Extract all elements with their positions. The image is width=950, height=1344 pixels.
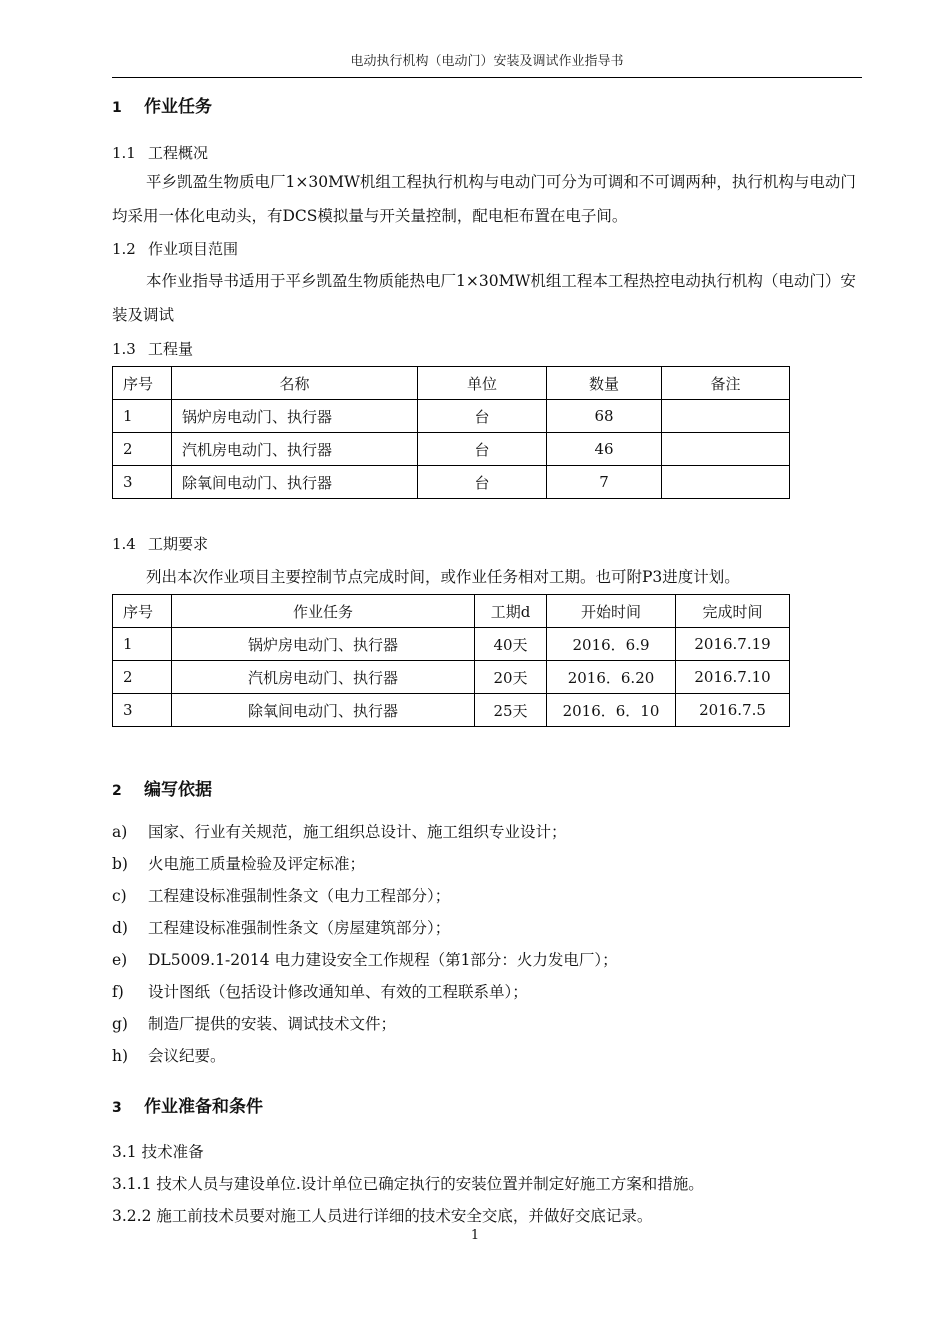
table-cell: 3 (113, 466, 172, 499)
table-cell: 40天 (475, 628, 547, 661)
page-header: 电动执行机构（电动门）安装及调试作业指导书 (350, 54, 624, 69)
subsection-number: 1.4 (112, 535, 136, 553)
table-cell: 汽机房电动门、执行器 (172, 433, 418, 466)
table-row (113, 466, 790, 499)
section-3-heading (112, 1092, 263, 1117)
list-item (112, 976, 618, 1008)
table-cell: 除氧间电动门、执行器 (172, 694, 475, 727)
table-header-row (113, 367, 790, 400)
list-item (112, 944, 618, 976)
list-text: 工程建设标准强制性条文（房屋建筑部分）； (148, 919, 451, 937)
subsection-title: 工期要求 (148, 535, 209, 553)
table-cell: 除氧间电动门、执行器 (172, 466, 418, 499)
paragraph-1-4 (112, 565, 740, 587)
paragraph-text: 列出本次作业项目主要控制节点完成时间，或作业任务相对工期。也可附P3进度计划。 (146, 568, 740, 586)
table-cell: 2016．6.20 (547, 661, 676, 694)
table-cell: 46 (547, 433, 662, 466)
section-title: 作业任务 (144, 97, 212, 117)
list-label: g) (112, 1015, 128, 1033)
subsection-title: 工程量 (148, 340, 194, 358)
subsection-1-3-heading (112, 338, 193, 359)
header-rule (112, 77, 862, 78)
section-number: 3 (112, 1100, 122, 1116)
paragraph-text: 本作业指导书适用于平乡凯盈生物质能热电厂1×30MW机组工程本工程热控电动执行机构（电动门）安装及调试 (112, 272, 856, 324)
table-cell: 2016．6.9 (547, 628, 676, 661)
table-row (113, 433, 790, 466)
subsection-number: 1.2 (112, 240, 136, 258)
paragraph-1-1 (112, 165, 862, 233)
header-cell: 开始时间 (547, 595, 676, 628)
list-text: DL5009.1-2014 电力建设安全工作规程（第1部分：火力发电厂）； (148, 951, 618, 969)
page-number: 1 (470, 1228, 480, 1243)
table-cell: 锅炉房电动门、执行器 (172, 400, 418, 433)
list-label: h) (112, 1047, 129, 1065)
list-item (112, 880, 618, 912)
list-text: 设计图纸（包括设计修改通知单、有效的工程联系单）； (148, 983, 528, 1001)
section-number: 2 (112, 783, 122, 799)
list-item (112, 816, 618, 848)
table-cell: 1 (113, 400, 172, 433)
section-1-heading (112, 92, 212, 117)
schedule-table (112, 594, 790, 727)
table-row (113, 400, 790, 433)
list-item (112, 912, 618, 944)
section-title: 编写依据 (144, 780, 212, 800)
section-number: 1 (112, 100, 122, 116)
header-cell: 单位 (418, 367, 547, 400)
table-cell: 台 (418, 400, 547, 433)
subsection-title: 作业项目范围 (148, 240, 239, 258)
subsection-1-4-heading (112, 533, 208, 554)
table-cell (662, 433, 790, 466)
table-cell: 25天 (475, 694, 547, 727)
reference-list (112, 816, 618, 1072)
list-text: 火电施工质量检验及评定标准； (148, 855, 366, 873)
subsection-number: 1.3 (112, 340, 136, 358)
header-cell: 完成时间 (676, 595, 790, 628)
table-cell (662, 400, 790, 433)
subsection-3-1-heading: 3.1 技术准备 (112, 1143, 204, 1161)
table-cell: 2016.7.10 (676, 661, 790, 694)
table-cell: 2 (113, 433, 172, 466)
table-cell: 68 (547, 400, 662, 433)
header-cell: 备注 (662, 367, 790, 400)
table-cell: 20天 (475, 661, 547, 694)
paragraph-3-2-2: 3.2.2 施工前技术员要对施工人员进行详细的技术安全交底，并做好交底记录。 (112, 1207, 653, 1225)
list-label: b) (112, 855, 128, 873)
table-cell: 2 (113, 661, 172, 694)
table-cell: 台 (418, 466, 547, 499)
header-cell: 序号 (113, 595, 172, 628)
table-cell (662, 466, 790, 499)
table-row (113, 628, 790, 661)
subsection-1-1-heading (112, 142, 208, 163)
table-row (113, 694, 790, 727)
list-label: c) (112, 887, 127, 905)
table-cell: 台 (418, 433, 547, 466)
list-item (112, 848, 618, 880)
list-text: 国家、行业有关规范，施工组织总设计、施工组织专业设计； (148, 823, 567, 841)
list-label: d) (112, 919, 128, 937)
paragraph-3-1-1: 3.1.1 技术人员与建设单位.设计单位已确定执行的安装位置并制定好施工方案和措施。 (112, 1175, 704, 1193)
list-item (112, 1040, 618, 1072)
table-cell: 2016.7.5 (676, 694, 790, 727)
list-text: 会议纪要。 (148, 1047, 226, 1065)
table-row (113, 661, 790, 694)
table-cell: 锅炉房电动门、执行器 (172, 628, 475, 661)
list-label: f) (112, 983, 124, 1001)
list-label: e) (112, 951, 128, 969)
table-cell: 1 (113, 628, 172, 661)
header-cell: 作业任务 (172, 595, 475, 628)
subsection-title: 工程概况 (148, 144, 209, 162)
paragraph-1-2 (112, 264, 862, 332)
subsection-number: 1.1 (112, 144, 136, 162)
section-2-heading (112, 775, 212, 800)
list-text: 制造厂提供的安装、调试技术文件； (148, 1015, 397, 1033)
list-item (112, 1008, 618, 1040)
header-cell: 数量 (547, 367, 662, 400)
table-cell: 2016．6．10 (547, 694, 676, 727)
quantity-table (112, 366, 790, 499)
table-cell: 3 (113, 694, 172, 727)
table-cell: 7 (547, 466, 662, 499)
table-header-row (113, 595, 790, 628)
paragraph-text: 平乡凯盈生物质电厂1×30MW机组工程执行机构与电动门可分为可调和不可调两种，执行机构与电动门均采用一体化电动头，有DCS模拟量与开关量控制，配电柜布置在电子间。 (112, 173, 856, 225)
subsection-1-2-heading (112, 238, 238, 259)
list-text: 工程建设标准强制性条文（电力工程部分）； (148, 887, 451, 905)
list-label: a) (112, 823, 128, 841)
header-cell: 序号 (113, 367, 172, 400)
table-cell: 2016.7.19 (676, 628, 790, 661)
table-cell: 汽机房电动门、执行器 (172, 661, 475, 694)
section-title: 作业准备和条件 (144, 1097, 263, 1117)
header-cell: 工期d (475, 595, 547, 628)
header-cell: 名称 (172, 367, 418, 400)
